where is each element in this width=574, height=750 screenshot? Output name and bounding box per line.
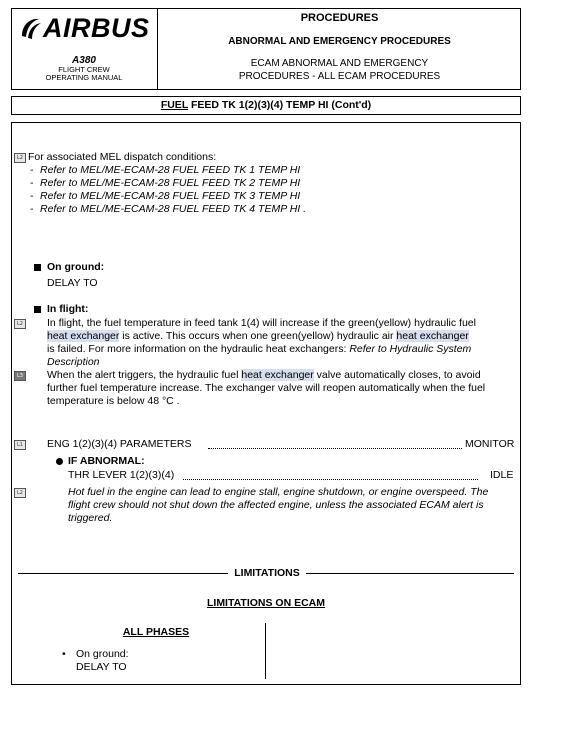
in-flight-p2-line1 [47, 369, 481, 382]
header-title-3b: PROCEDURES - ALL ECAM PROCEDURES [238, 71, 441, 82]
hydraulic-system-link[interactable]: Refer to Hydraulic System [349, 343, 472, 355]
section-title-underlined: FUEL [160, 99, 189, 111]
mel-item: Refer to MEL/ME-ECAM-28 FUEL FEED TK 2 TEMP HI [40, 177, 301, 189]
manual-line-1: FLIGHT CREW [58, 65, 110, 74]
in-flight-heading: In flight: [47, 303, 89, 315]
mel-dash: - [30, 203, 34, 215]
in-flight-p1-line3-text: is failed. For more information on the hydraulic heat exchangers: [47, 343, 350, 355]
in-flight-p2-line2: further fuel temperature increase. The exchanger valve will reopen automatically when the fuel [47, 382, 486, 394]
all-phases-title: ALL PHASES [122, 626, 190, 638]
on-ground-text: DELAY TO [47, 277, 98, 289]
airbus-logo [17, 10, 153, 44]
on-ground-heading: On ground: [47, 261, 105, 273]
in-flight-p2-line3: temperature is below 48 °C . [47, 395, 180, 407]
limitations-rule-right [306, 573, 514, 574]
header-title-2: ABNORMAL AND EMERGENCY PROCEDURES [228, 36, 451, 47]
note-line2: flight crew should not shut down the affected engine, unless the associated ECAM alert is [68, 499, 484, 511]
in-flight-p1-line3 [47, 343, 471, 356]
header-title-3a: ECAM ABNORMAL AND EMERGENCY [250, 58, 429, 69]
mel-item: Refer to MEL/ME-ECAM-28 FUEL FEED TK 1 TEMP HI [40, 164, 301, 176]
if-abnormal-heading: IF ABNORMAL: [68, 455, 145, 467]
airbus-logo-icon [19, 16, 43, 42]
model-label: A380 [72, 55, 96, 66]
note-line1: Hot fuel in the engine can lead to engine stall, engine shutdown, or engine overspeed. The [68, 486, 489, 498]
level-badge-l1: L1 [14, 440, 26, 450]
header-title-1: PROCEDURES [300, 12, 379, 24]
in-flight-p2-line1-c: valve automatically closes, to avoid [313, 369, 481, 381]
manual-line-2: OPERATING MANUAL [45, 73, 123, 82]
highlight-heat-exchanger: heat exchanger [47, 330, 120, 342]
in-flight-p1-line2-text: is active. This occurs when one green(yellow) hydraulic air [119, 330, 397, 342]
mel-item: Refer to MEL/ME-ECAM-28 FUEL FEED TK 4 TEMP HI . [40, 203, 307, 215]
highlight-heat-exchanger: heat exchanger [241, 369, 314, 381]
leader-dots [183, 479, 478, 480]
mel-dash: - [30, 177, 34, 189]
in-flight-p2-line1-a: When the alert triggers, the hydraulic fuel [47, 369, 242, 381]
limitations-rule-left [18, 573, 228, 574]
mel-dash: - [30, 190, 34, 202]
in-flight-p1-line1: In flight, the fuel temperature in feed tank 1(4) will increase if the green(yellow) hydraulic fuel [47, 317, 476, 329]
in-flight-p1-line2 [47, 330, 469, 343]
bullet-dot: • [62, 648, 66, 660]
limitations-subheading: LIMITATIONS ON ECAM [206, 597, 326, 609]
eng-parameters-label: ENG 1(2)(3)(4) PARAMETERS [47, 438, 192, 450]
square-bullet-icon [34, 264, 41, 271]
round-bullet-icon [56, 458, 63, 465]
thr-lever-label: THR LEVER 1(2)(3)(4) [68, 469, 175, 481]
all-phases-item-line2: DELAY TO [76, 661, 127, 673]
hydraulic-system-link-cont[interactable]: Description [47, 356, 100, 368]
section-title [11, 99, 521, 112]
section-title-rest: FEED TK 1(2)(3)(4) TEMP HI (Cont'd) [188, 99, 372, 111]
limitations-heading: LIMITATIONS [234, 567, 300, 579]
mel-item: Refer to MEL/ME-ECAM-28 FUEL FEED TK 3 TEMP HI [40, 190, 301, 202]
level-badge-l2: L2 [14, 319, 26, 329]
column-divider [265, 623, 266, 679]
square-bullet-icon [34, 306, 41, 313]
level-badge-l2: L2 [14, 153, 26, 163]
all-phases-item-line1: On ground: [76, 648, 129, 660]
level-badge-l2: L2 [14, 488, 26, 498]
thr-lever-action: IDLE [490, 469, 514, 481]
leader-dots [208, 448, 462, 449]
mel-intro: For associated MEL dispatch conditions: [28, 151, 217, 163]
highlight-heat-exchanger: heat exchanger [396, 330, 469, 342]
level-badge-l3: L3 [14, 371, 26, 381]
eng-parameters-action: MONITOR [465, 438, 515, 450]
note-line3: triggered. [68, 512, 113, 524]
airbus-logo-text: AIRBUS [43, 13, 150, 43]
mel-dash: - [30, 164, 34, 176]
